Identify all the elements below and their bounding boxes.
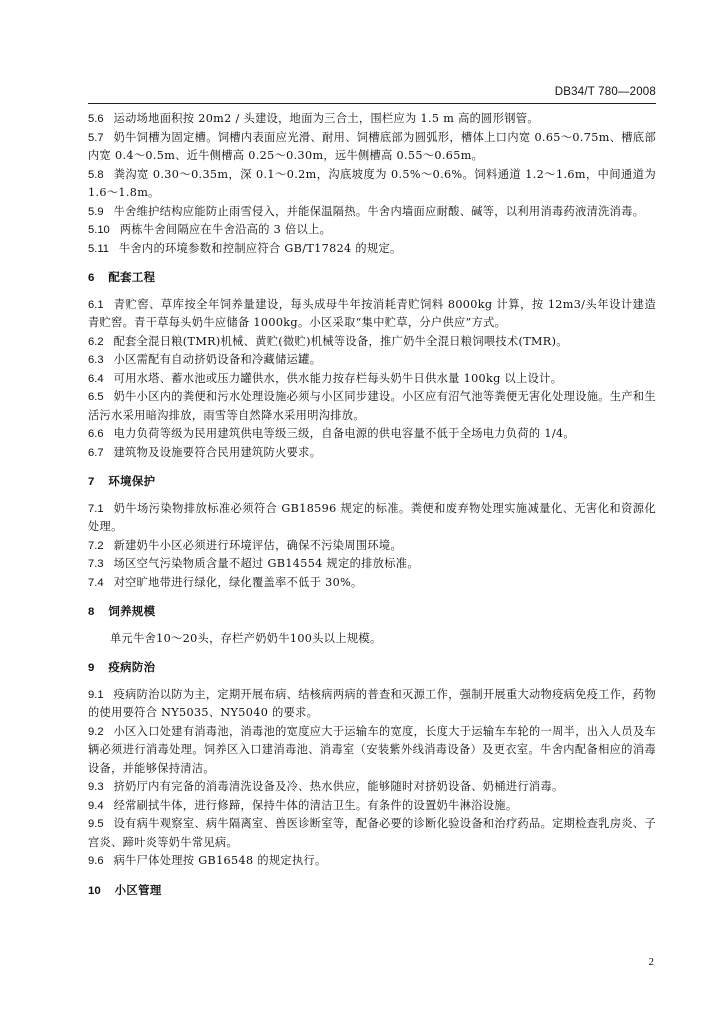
- clause-5-8: 5.8 粪沟宽 0.30～0.35m，深 0.1～0.2m，沟底坡度为 0.5%～0.6%。饲料通道 1.2～1.6m，中间通道为 1.6～1.8m。: [88, 167, 656, 199]
- page-number: 2: [648, 956, 654, 968]
- section-10-heading: 10 小区管理: [88, 882, 162, 897]
- section-7-heading: 7 环境保护: [88, 474, 156, 488]
- clause-7-2: 7.2 新建奶牛小区必须进行环境评估，确保不污染周围环境。: [88, 538, 403, 552]
- clause-6-7: 6.7 建筑物及设施要符合民用建筑防火要求。: [88, 445, 322, 459]
- clause-9-6: 9.6 病牛尸体处理按 GB16548 的规定执行。: [88, 854, 327, 867]
- clause-6-6: 6.6 电力负荷等级为民用建筑供电等级三级，自备电源的供电容量不低于全场电力负荷的 1/4。: [88, 427, 575, 440]
- clause-6-2: 6.2 配套全混日粮(TMR)机械、黄贮(微贮)机械等设备，推广奶牛全混日粮饲喂技术(TMR)。: [88, 334, 568, 348]
- clause-6-5: 6.5 奶牛小区内的粪便和污水处理设施必须与小区同步建设。小区应有沼气池等粪便无害化处理设施。生产和生活污水采用暗沟排放，雨雪等自然降水采用明沟排放。: [88, 390, 656, 422]
- clause-5-10: 5.10 两栋牛舍间隔应在牛舍沿高的 3 倍以上。: [88, 223, 332, 236]
- standard-code: DB34/T 780—2008: [554, 86, 656, 98]
- clause-5-6: 5.6 运动场地面积按 20m2 / 头建设，地面为三合土，围栏应为 1.5 m 高的圆形钢管。: [88, 112, 539, 125]
- section-6-heading: 6 配套工程: [88, 270, 156, 284]
- clause-6-3: 6.3 小区需配有自动挤奶设备和冷藏储运罐。: [88, 353, 322, 366]
- section-8-text: 单元牛舍10～20头，存栏产奶奶牛100头以上规模。: [110, 631, 382, 645]
- document-body: [88, 110, 656, 900]
- clause-9-3: 9.3 挤奶厅内有完备的消毒清洗设备及冷、热水供应，能够随时对挤奶设备、奶桶进行消毒。: [88, 780, 564, 793]
- clause-5-7: 5.7 奶牛饲槽为固定槽。饲槽内表面应光滑、耐用、饲槽底部为圆弧形，槽体上口内宽 0.65～0.75m、槽底部内宽 0.4～0.5m、近牛侧槽高 0.25～0.30m，远牛侧槽高 0.55～0.65m。: [88, 130, 656, 162]
- clause-7-4: 7.4 对空旷地带进行绿化，绿化覆盖率不低于 30%。: [88, 575, 363, 589]
- section-8-heading: 8 饲养规模: [88, 604, 156, 618]
- clause-6-4: 6.4 可用水塔、蓄水池或压力罐供水，供水能力按存栏每头奶牛日供水量 100kg 以上设计。: [88, 371, 563, 385]
- clause-6-1: 6.1 青贮窖、草库按全年饲养量建设，每头成母牛年按消耗青贮饲料 8000kg 计算，按 12m3/头年设计建造青贮窖。青干草每头奶牛应储备 1000kg。小区采取“集中贮草，分户供应”方式。: [88, 297, 656, 329]
- clause-9-5: 9.5 设有病牛观察室、病牛隔离室、兽医诊断室等，配备必要的诊断化验设备和治疗药品。定期检查乳房炎、子宫炎、蹄叶炎等奶牛常见病。: [88, 817, 656, 849]
- clause-7-3: 7.3 场区空气污染物质含量不超过 GB14554 规定的排放标准。: [88, 557, 419, 570]
- clause-9-1: 9.1 疫病防治以防为主，定期开展布病、结核病两病的普查和灭源工作，强制开展重大动物疫病免疫工作，药物的使用要符合 NY5035、NY5040 的要求。: [88, 687, 656, 719]
- header-divider: [88, 103, 656, 104]
- clause-9-2: 9.2 小区入口处建有消毒池，消毒池的宽度应大于运输车的宽度，长度大于运输车车轮的一周半，出入人员及车辆必须进行消毒处理。饲养区入口建消毒池、消毒室（安装紫外线消毒设备）及更衣室。牛舍内配备相应的消毒设备，并能够保持清洁。: [88, 724, 656, 775]
- clause-9-4: 9.4 经常刷拭牛体，进行修蹄，保持牛体的清洁卫生。有条件的设置奶牛淋浴设施。: [88, 798, 518, 812]
- clause-7-1: 7.1 奶牛场污染物排放标准必须符合 GB18596 规定的标准。粪便和废弃物处理实施减量化、无害化和资源化处理。: [88, 501, 656, 533]
- clause-5-11: 5.11 牛舍内的环境参数和控制应符合 GB/T17824 的规定。: [88, 241, 402, 255]
- clause-5-9: 5.9 牛舍维护结构应能防止雨雪侵入，并能保温隔热。牛舍内墙面应耐酸、碱等，以利用消毒药液清洗消毒。: [88, 204, 645, 218]
- section-9-heading: 9 疫病防治: [88, 660, 156, 674]
